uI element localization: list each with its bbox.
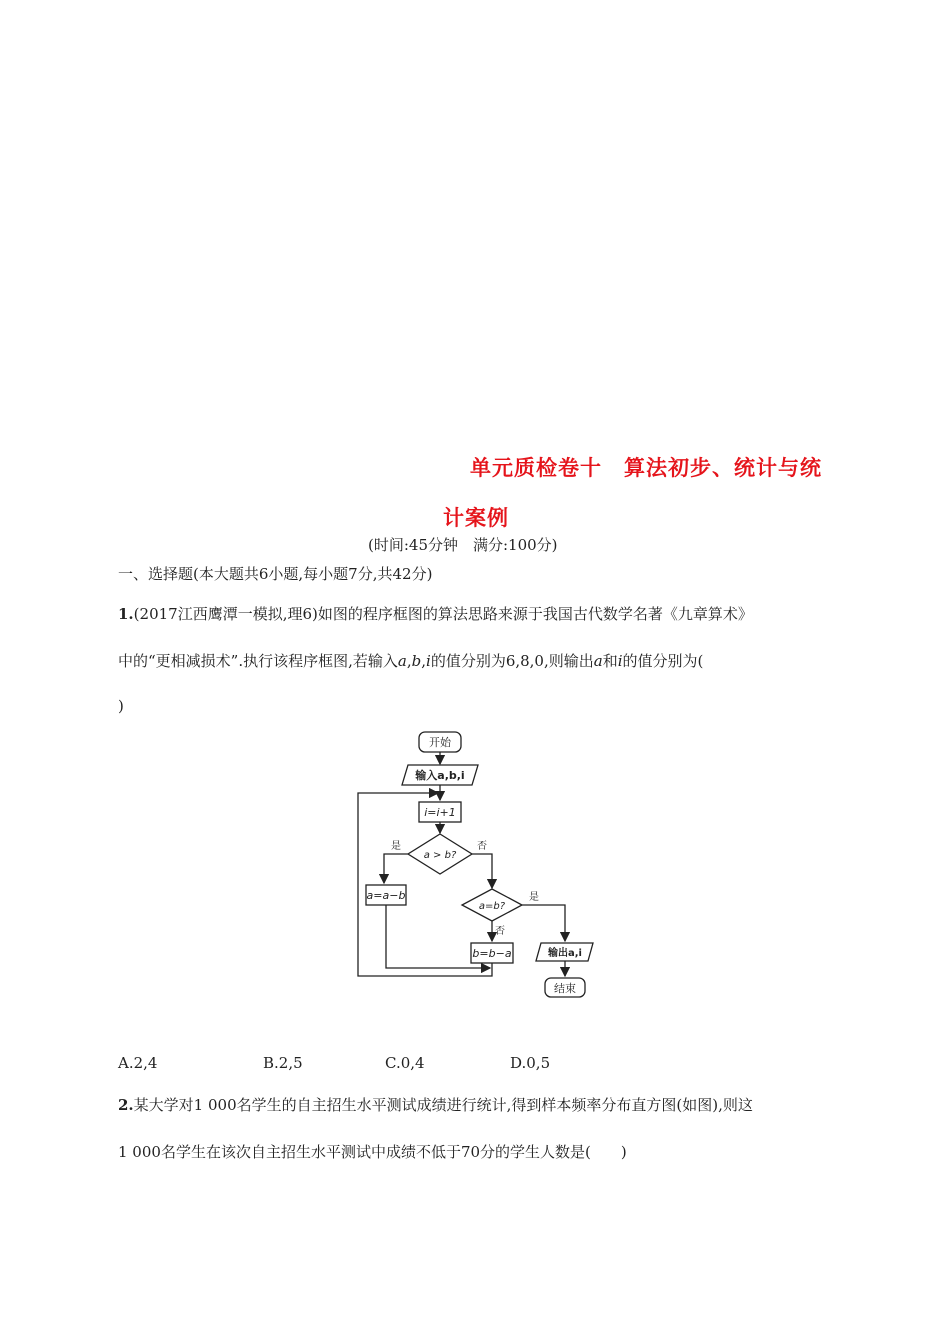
flowchart-input-label: 输入a,b,i — [415, 769, 465, 782]
var-b: b — [411, 652, 422, 670]
flowchart-yes2-label: 是 — [529, 892, 539, 903]
comma: , — [406, 652, 412, 670]
option-d: D.0,5 — [510, 1054, 551, 1072]
flowchart-assign-b-label: b=b−a — [472, 947, 512, 960]
flowchart-no2-label: 否 — [495, 926, 505, 937]
flowchart-start-label: 开始 — [429, 736, 451, 749]
flowchart-end-label: 结束 — [554, 982, 576, 995]
flowchart-cond1-label: a > b? — [423, 850, 457, 861]
flowchart-output-label: 输出a,i — [548, 948, 582, 959]
option-a: A.2,4 — [118, 1054, 158, 1072]
flowchart-increment-label: i=i+1 — [424, 806, 456, 819]
var-i-output: i — [617, 652, 623, 670]
section-heading: 一、选择题(本大题共6小题,每小题7分,共42分) — [118, 565, 433, 583]
var-a-output: a — [593, 652, 603, 670]
question-1-line-1 — [118, 603, 753, 624]
option-c: C.0,4 — [385, 1054, 425, 1072]
question-1-text-2b: 的值分别为6,8,0,则输出 — [430, 652, 594, 670]
question-2-line-2: 1 000名学生在该次自主招生水平测试中成绩不低于70分的学生人数是( ) — [118, 1143, 627, 1161]
var-i: i — [426, 652, 431, 670]
flowchart — [340, 722, 620, 1012]
question-1-line-3: ) — [118, 697, 124, 715]
question-2-text-1: 某大学对1 000名学生的自主招生水平测试成绩进行统计,得到样本频率分布直方图(如图),则这 — [133, 1096, 753, 1114]
flowchart-no1-label: 否 — [477, 841, 487, 852]
document-title-continued: 计案例 — [443, 506, 509, 530]
option-b: B.2,5 — [263, 1054, 303, 1072]
question-1-text-2d: 的值分别为( — [622, 652, 704, 670]
comma: , — [421, 652, 426, 670]
flowchart-assign-a-label: a=a−b — [366, 889, 406, 902]
question-2-line-1 — [118, 1094, 753, 1115]
flowchart-cond2-label: a=b? — [478, 901, 506, 912]
question-1-text-2c: 和 — [602, 652, 618, 670]
question-2-number: 2. — [118, 1096, 134, 1114]
exam-meta: (时间:45分钟 满分:100分) — [368, 536, 558, 554]
question-1-number: 1. — [118, 605, 134, 623]
flowchart-yes1-label: 是 — [391, 841, 401, 852]
document-title: 单元质检卷十 算法初步、统计与统 — [470, 456, 822, 480]
question-1-line-2 — [118, 650, 703, 671]
var-a: a — [397, 652, 407, 670]
question-1-text-2a: 中的“更相减损术”.执行该程序框图,若输入 — [118, 652, 398, 670]
question-1-text-1: (2017江西鹰潭一模拟,理6)如图的程序框图的算法思路来源于我国古代数学名著《九章算术》 — [133, 605, 753, 623]
